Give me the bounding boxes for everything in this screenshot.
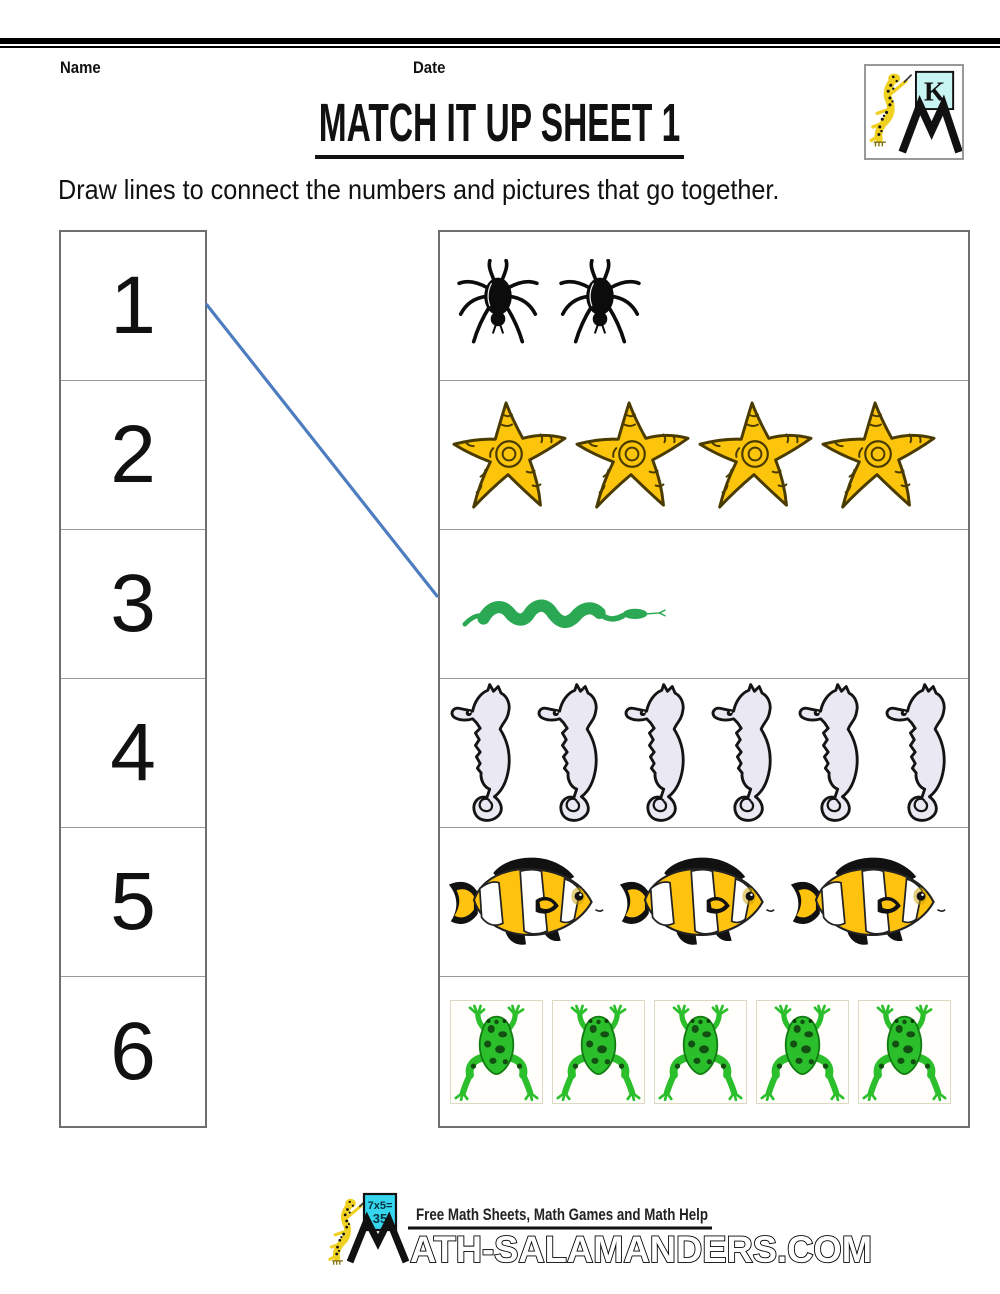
date-label: Date [413, 58, 446, 77]
frog-image [450, 1000, 543, 1104]
instruction-text: Draw lines to connect the numbers and pictures that go together. [58, 174, 780, 205]
frog-image [858, 1000, 951, 1104]
number-cell-2[interactable]: 2 [61, 381, 205, 530]
seahorse-image [446, 679, 522, 827]
snake-image [456, 583, 672, 641]
footer-branding [320, 1190, 880, 1270]
seahorse-image [881, 679, 957, 827]
page-title: MATCH IT UP SHEET 1 [316, 96, 685, 159]
footer-site-text[interactable]: ATH-SALAMANDERS.COM [410, 1229, 872, 1270]
seahorse-image [533, 679, 609, 827]
starfish-image [819, 399, 939, 511]
seahorse-image [707, 679, 783, 827]
clownfish-image [616, 853, 778, 951]
clownfish-image [787, 853, 949, 951]
seahorse-image [620, 679, 696, 827]
seahorse-image [794, 679, 870, 827]
logo-board-line2: 35 [372, 1211, 388, 1226]
footer-tagline: Free Math Sheets, Math Games and Math Help [416, 1206, 708, 1224]
picture-row-starfish[interactable] [440, 381, 968, 530]
spider-image [454, 259, 542, 353]
pictures-column [438, 230, 970, 1128]
name-label: Name [60, 58, 101, 77]
frog-image [552, 1000, 645, 1104]
top-rule-thick [0, 38, 1000, 44]
frog-image [756, 1000, 849, 1104]
number-cell-4[interactable]: 4 [61, 679, 205, 828]
starfish-image [450, 399, 570, 511]
frog-image [654, 1000, 747, 1104]
picture-row-clownfish[interactable] [440, 828, 968, 977]
picture-row-snake[interactable] [440, 530, 968, 679]
number-cell-6[interactable]: 6 [110, 1005, 156, 1097]
number-cell-5[interactable]: 5 [61, 828, 205, 977]
top-rule-thin [0, 46, 1000, 48]
starfish-image [573, 399, 693, 511]
picture-row-seahorses[interactable] [440, 679, 968, 828]
starfish-image [696, 399, 816, 511]
logo-board-line1: 7x5= [367, 1200, 393, 1212]
clownfish-image [445, 853, 607, 951]
picture-row-spiders[interactable] [440, 232, 968, 381]
picture-row-frogs[interactable] [440, 977, 968, 1126]
logo-letter-k: K [923, 76, 946, 107]
footer-logo-graphic [320, 1190, 880, 1270]
spider-image [556, 259, 644, 353]
numbers-column [59, 230, 207, 1128]
number-cell-1[interactable]: 1 [61, 232, 205, 381]
number-cell-3[interactable]: 3 [61, 530, 205, 679]
